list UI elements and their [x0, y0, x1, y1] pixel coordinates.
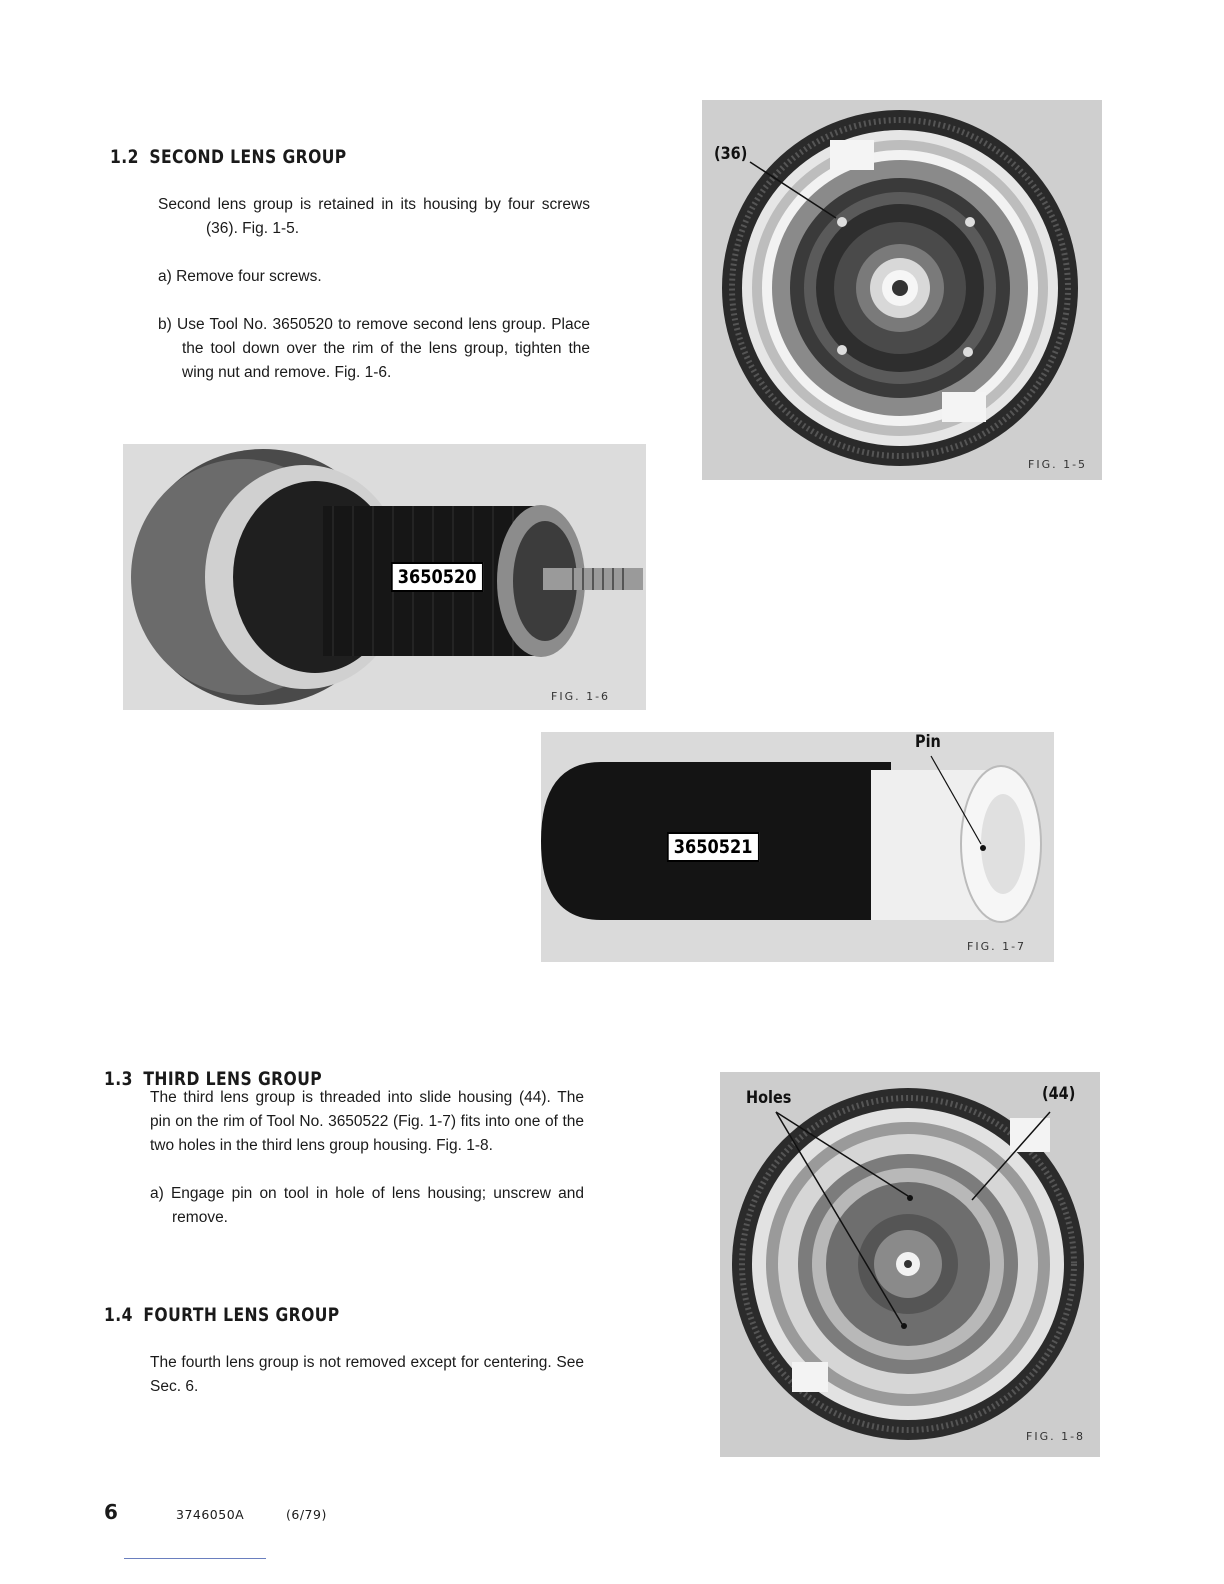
- document-date: (6/79): [286, 1507, 327, 1522]
- tool-number-label: 3650520: [391, 562, 483, 592]
- paragraph: The fourth lens group is not removed except for centering. See Sec. 6.: [150, 1354, 584, 1395]
- callout-pin: Pin: [915, 732, 941, 752]
- step-a: a) Remove four screws.: [158, 268, 322, 285]
- figure-caption: FIG. 1-8: [1026, 1430, 1086, 1443]
- figure-caption: FIG. 1-7: [967, 940, 1027, 953]
- step-b: b) Use Tool No. 3650520 to remove second lens group. Place the tool down over the rim of the lens group, tighten the wing nut and remove. Fig. 1-6.: [158, 316, 590, 381]
- screw-icon: [963, 347, 973, 357]
- screw-icon: [965, 217, 975, 227]
- figure-caption: FIG. 1-6: [551, 690, 611, 703]
- section-1-3-body: [150, 1086, 584, 1230]
- figure-1-5-photo: [702, 100, 1102, 480]
- tool-3650521-photo: [541, 732, 1054, 962]
- section-number: 1.3: [104, 1068, 133, 1090]
- pin-icon: [980, 845, 986, 851]
- footer-rule: [124, 1558, 266, 1559]
- paragraph: The third lens group is threaded into slide housing (44). The pin on the rim of Tool No. 3650522 (Fig. 1-7) fits into one of the two holes in the third lens group housing. Fig. 1-8.: [150, 1089, 584, 1154]
- screw-icon: [837, 345, 847, 355]
- section-1-4-body: [150, 1351, 584, 1399]
- figure-1-6-photo: [123, 444, 646, 710]
- section-number: 1.2: [110, 146, 139, 168]
- figure-1-8-photo: [720, 1072, 1100, 1457]
- document-number: 3746050A: [176, 1507, 245, 1522]
- step-a: a) Engage pin on tool in hole of lens housing; unscrew and remove.: [150, 1185, 584, 1226]
- tool-on-lens-photo: [123, 444, 646, 710]
- section-1-2-heading: [110, 146, 347, 168]
- callout-44: (44): [1042, 1084, 1076, 1104]
- slide-housing-front-view: [720, 1072, 1100, 1457]
- paragraph: Second lens group is retained in its housing by four screws (36). Fig. 1-5.: [158, 196, 590, 237]
- callout-holes: Holes: [746, 1088, 792, 1108]
- figure-1-7-photo: [541, 732, 1054, 962]
- section-1-2-body: [158, 193, 590, 385]
- lens-housing-front-view: [702, 100, 1102, 480]
- tool-number-label: 3650521: [667, 832, 759, 862]
- section-1-4-heading: [104, 1304, 340, 1326]
- section-title: THIRD LENS GROUP: [143, 1068, 323, 1090]
- screw-icon: [837, 217, 847, 227]
- page-number: 6: [104, 1500, 118, 1524]
- section-title: SECOND LENS GROUP: [149, 146, 347, 168]
- callout-36: (36): [714, 144, 748, 164]
- figure-caption: FIG. 1-5: [1028, 458, 1088, 471]
- section-title: FOURTH LENS GROUP: [143, 1304, 340, 1326]
- section-number: 1.4: [104, 1304, 133, 1326]
